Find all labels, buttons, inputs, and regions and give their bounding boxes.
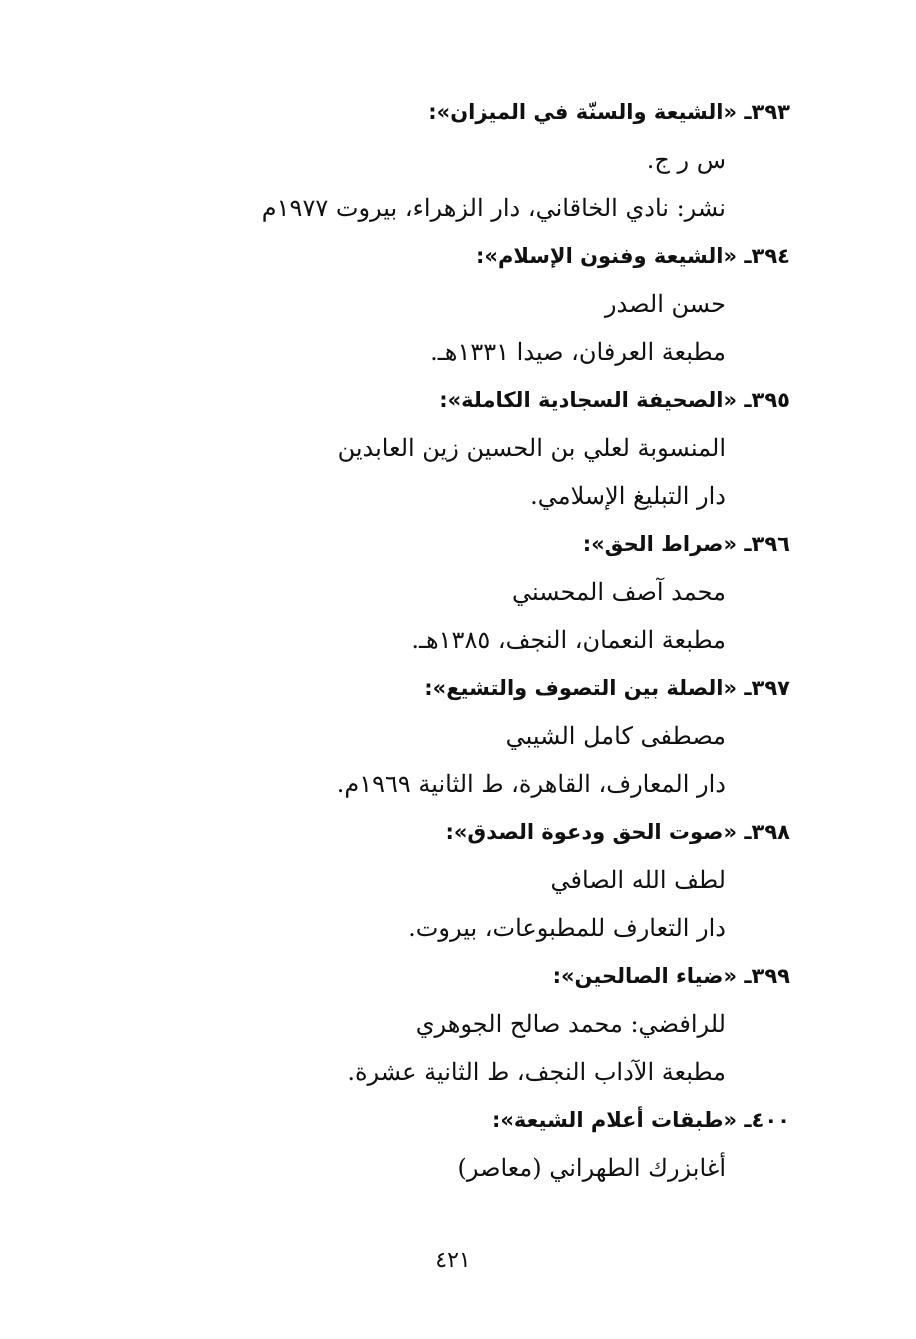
entry-number: ٣٩٩	[751, 964, 790, 988]
page-number: ٤٢١	[435, 1248, 471, 1273]
bibliography-entry	[150, 808, 790, 952]
bibliography-list	[150, 88, 790, 1192]
bibliography-entry	[150, 232, 790, 376]
entry-title: «ضياء الصالحين»:	[552, 964, 738, 988]
entry-title: «طبقات أعلام الشيعة»:	[491, 1108, 738, 1132]
entry-title: «الشيعة والسنّة في الميزان»:	[428, 100, 738, 124]
entry-author: س ر ج.	[646, 146, 726, 174]
entry-publisher: دار المعارف، القاهرة، ط الثانية ١٩٦٩م.	[336, 770, 726, 798]
entry-heading: ٣٩٥ـ «الصحيفة السجادية الكاملة»:	[439, 388, 790, 412]
entry-author: مصطفى كامل الشيبي	[505, 722, 726, 750]
entry-heading: ٣٩٧ـ «الصلة بين التصوف والتشيع»:	[424, 676, 790, 700]
entry-publisher: مطبعة الآداب النجف، ط الثانية عشرة.	[347, 1058, 726, 1086]
entry-number: ٣٩٧	[751, 676, 790, 700]
entry-author: محمد آصف المحسني	[512, 578, 726, 606]
entry-heading: ٣٩٨ـ «صوت الحق ودعوة الصدق»:	[445, 820, 790, 844]
bibliography-entry	[150, 88, 790, 232]
entry-publisher: دار التعارف للمطبوعات، بيروت.	[408, 914, 726, 942]
entry-heading: ٤٠٠ـ «طبقات أعلام الشيعة»:	[491, 1108, 790, 1132]
entry-heading: ٣٩٣ـ «الشيعة والسنّة في الميزان»:	[428, 100, 790, 124]
entry-title: «الشيعة وفنون الإسلام»:	[475, 244, 738, 268]
entry-heading: ٣٩٦ـ «صراط الحق»:	[582, 532, 790, 556]
entry-number: ٤٠٠	[751, 1108, 790, 1132]
entry-author: حسن الصدر	[604, 290, 726, 318]
entry-title: «الصحيفة السجادية الكاملة»:	[439, 388, 738, 412]
entry-number: ٣٩٦	[751, 532, 790, 556]
entry-author: لطف الله الصافي	[550, 866, 726, 894]
entry-heading: ٣٩٤ـ «الشيعة وفنون الإسلام»:	[475, 244, 790, 268]
entry-number: ٣٩٣	[751, 100, 790, 124]
bibliography-entry	[150, 952, 790, 1096]
entry-publisher: نشر: نادي الخاقاني، دار الزهراء، بيروت ١٩٧٧م	[261, 194, 726, 222]
entry-publisher: مطبعة النعمان، النجف، ١٣٨٥هـ.	[411, 626, 726, 654]
entry-heading: ٣٩٩ـ «ضياء الصالحين»:	[552, 964, 790, 988]
entry-number: ٣٩٥	[751, 388, 790, 412]
entry-number: ٣٩٨	[751, 820, 790, 844]
bibliography-entry	[150, 1096, 790, 1192]
bibliography-entry	[150, 376, 790, 520]
bibliography-entry	[150, 520, 790, 664]
entry-title: «صوت الحق ودعوة الصدق»:	[445, 820, 738, 844]
entry-author: أغابزرك الطهراني (معاصر)	[457, 1154, 726, 1182]
entry-title: «الصلة بين التصوف والتشيع»:	[424, 676, 738, 700]
bibliography-entry	[150, 664, 790, 808]
entry-publisher: دار التبليغ الإسلامي.	[530, 482, 726, 510]
entry-title: «صراط الحق»:	[582, 532, 738, 556]
entry-author: المنسوبة لعلي بن الحسين زين العابدين	[337, 434, 726, 462]
entry-publisher: مطبعة العرفان، صيدا ١٣٣١هـ.	[430, 338, 726, 366]
entry-author: للرافضي: محمد صالح الجوهري	[415, 1010, 726, 1038]
entry-number: ٣٩٤	[751, 244, 790, 268]
